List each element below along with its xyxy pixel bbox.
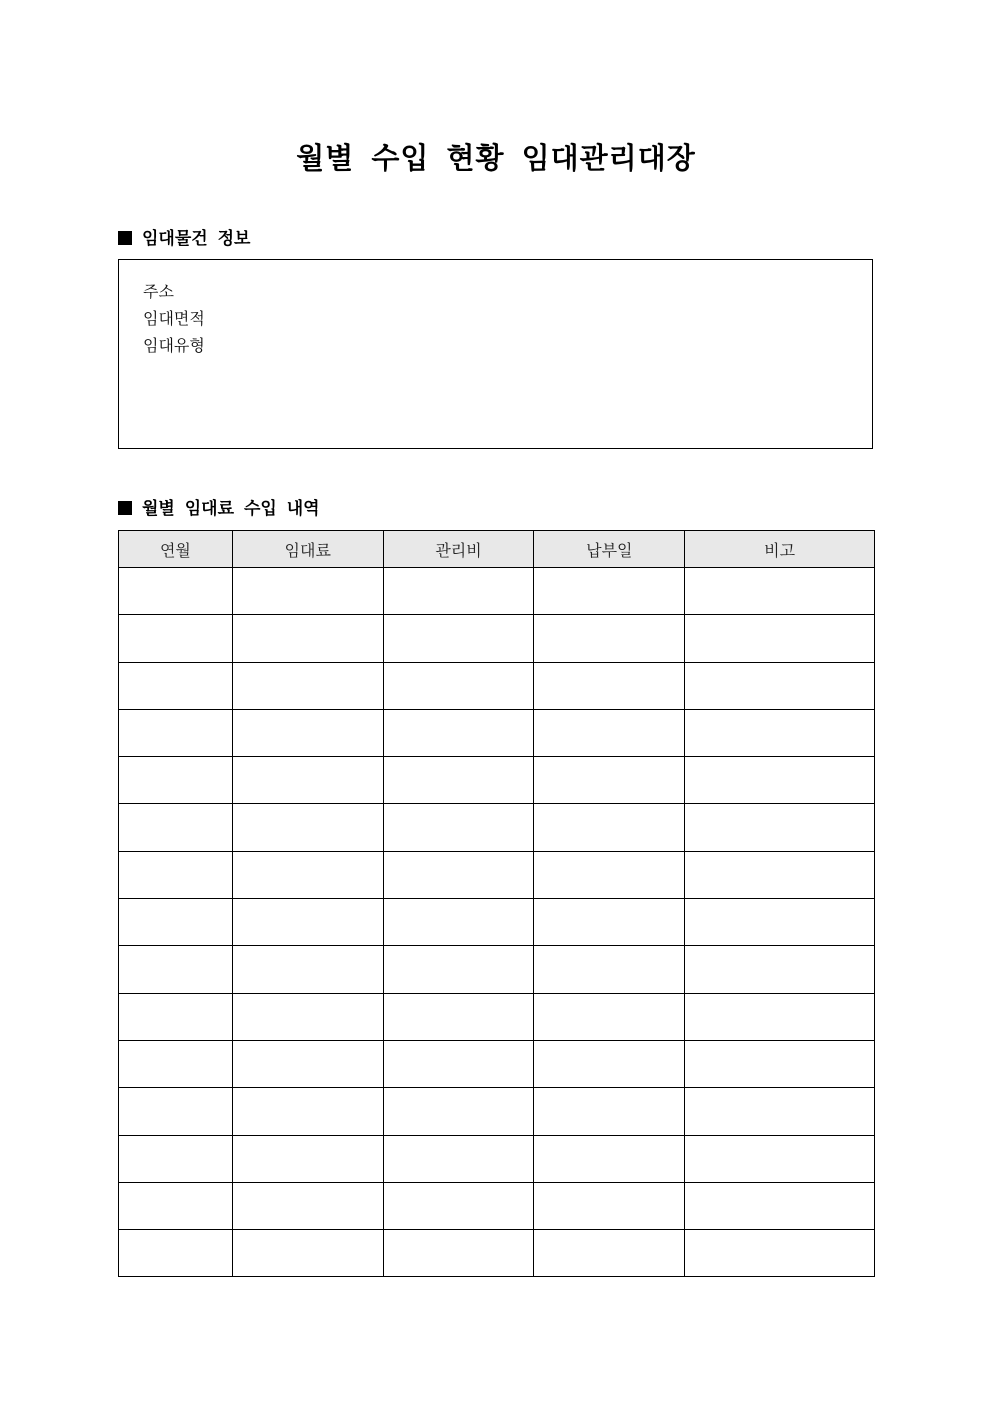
- table-row: [119, 1230, 875, 1277]
- income-section-label: 월별 임대료 수입 내역: [142, 499, 320, 519]
- table-row: [119, 946, 875, 993]
- table-cell[interactable]: [383, 946, 534, 993]
- table-cell[interactable]: [383, 757, 534, 804]
- table-cell[interactable]: [685, 1088, 875, 1135]
- table-cell[interactable]: [685, 1040, 875, 1087]
- table-cell[interactable]: [232, 709, 383, 756]
- table-cell[interactable]: [534, 1088, 685, 1135]
- table-row: [119, 899, 875, 946]
- table-cell[interactable]: [119, 851, 233, 898]
- table-cell[interactable]: [119, 1182, 233, 1229]
- table-cell[interactable]: [119, 1088, 233, 1135]
- page-title: 월별 수입 현황 임대관리대장: [296, 141, 696, 175]
- field-lease-area: 임대면적: [143, 309, 205, 328]
- table-row: [119, 757, 875, 804]
- table-cell[interactable]: [685, 851, 875, 898]
- table-cell[interactable]: [534, 1230, 685, 1277]
- table-row: [119, 993, 875, 1040]
- table-cell[interactable]: [232, 568, 383, 615]
- table-cell[interactable]: [232, 851, 383, 898]
- col-header-payment-date: 납부일: [534, 531, 685, 568]
- table-cell[interactable]: [383, 1230, 534, 1277]
- table-cell[interactable]: [383, 804, 534, 851]
- property-section-heading: [118, 224, 250, 249]
- table-cell[interactable]: [232, 615, 383, 662]
- table-cell[interactable]: [534, 615, 685, 662]
- table-cell[interactable]: [534, 946, 685, 993]
- table-cell[interactable]: [383, 1135, 534, 1182]
- table-cell[interactable]: [232, 662, 383, 709]
- table-row: [119, 804, 875, 851]
- table-cell[interactable]: [685, 757, 875, 804]
- table-cell[interactable]: [383, 1040, 534, 1087]
- table-cell[interactable]: [383, 899, 534, 946]
- table-cell[interactable]: [534, 662, 685, 709]
- table-cell[interactable]: [119, 757, 233, 804]
- table-cell[interactable]: [232, 899, 383, 946]
- table-cell[interactable]: [232, 1088, 383, 1135]
- table-cell[interactable]: [383, 851, 534, 898]
- table-cell[interactable]: [119, 1230, 233, 1277]
- table-row: [119, 568, 875, 615]
- table-cell[interactable]: [534, 709, 685, 756]
- table-cell[interactable]: [534, 568, 685, 615]
- table-header-row: [119, 531, 875, 568]
- square-bullet-icon: [118, 501, 132, 515]
- table-cell[interactable]: [534, 757, 685, 804]
- table-row: [119, 1182, 875, 1229]
- table-cell[interactable]: [232, 804, 383, 851]
- property-section-label: 임대물건 정보: [142, 229, 251, 249]
- table-cell[interactable]: [232, 946, 383, 993]
- table-cell[interactable]: [685, 899, 875, 946]
- table-cell[interactable]: [383, 1182, 534, 1229]
- col-header-maintenance-fee: 관리비: [383, 531, 534, 568]
- table-cell[interactable]: [232, 1182, 383, 1229]
- table-cell[interactable]: [119, 709, 233, 756]
- table-cell[interactable]: [232, 757, 383, 804]
- table-cell[interactable]: [119, 662, 233, 709]
- income-table: [118, 530, 875, 1277]
- table-cell[interactable]: [685, 1182, 875, 1229]
- table-cell[interactable]: [685, 615, 875, 662]
- table-cell[interactable]: [534, 899, 685, 946]
- table-cell[interactable]: [685, 662, 875, 709]
- table-cell[interactable]: [119, 993, 233, 1040]
- table-cell[interactable]: [232, 1135, 383, 1182]
- table-cell[interactable]: [383, 709, 534, 756]
- table-cell[interactable]: [685, 804, 875, 851]
- table-cell[interactable]: [232, 993, 383, 1040]
- income-section-heading: [118, 494, 320, 519]
- table-cell[interactable]: [383, 662, 534, 709]
- table-cell[interactable]: [119, 568, 233, 615]
- table-row: [119, 709, 875, 756]
- table-row: [119, 1135, 875, 1182]
- square-bullet-icon: [118, 231, 132, 245]
- table-cell[interactable]: [685, 1135, 875, 1182]
- table-cell[interactable]: [534, 993, 685, 1040]
- property-info-box: [118, 259, 873, 449]
- table-cell[interactable]: [534, 1182, 685, 1229]
- col-header-rent: 임대료: [232, 531, 383, 568]
- table-cell[interactable]: [232, 1040, 383, 1087]
- col-header-year-month: 연월: [119, 531, 233, 568]
- table-cell[interactable]: [383, 1088, 534, 1135]
- table-cell[interactable]: [534, 851, 685, 898]
- table-cell[interactable]: [383, 993, 534, 1040]
- table-cell[interactable]: [534, 1040, 685, 1087]
- table-cell[interactable]: [119, 804, 233, 851]
- table-row: [119, 662, 875, 709]
- table-cell[interactable]: [119, 946, 233, 993]
- table-cell[interactable]: [119, 1040, 233, 1087]
- table-row: [119, 1040, 875, 1087]
- table-cell[interactable]: [685, 709, 875, 756]
- table-cell[interactable]: [383, 568, 534, 615]
- table-row: [119, 615, 875, 662]
- field-address: 주소: [143, 282, 174, 301]
- table-cell[interactable]: [119, 615, 233, 662]
- table-cell[interactable]: [685, 1230, 875, 1277]
- table-cell[interactable]: [383, 615, 534, 662]
- field-lease-type: 임대유형: [143, 336, 205, 355]
- table-row: [119, 851, 875, 898]
- table-cell[interactable]: [534, 1135, 685, 1182]
- table-cell[interactable]: [685, 993, 875, 1040]
- col-header-remarks: 비고: [685, 531, 875, 568]
- table-cell[interactable]: [232, 1230, 383, 1277]
- table-cell[interactable]: [685, 568, 875, 615]
- table-cell[interactable]: [119, 1135, 233, 1182]
- table-cell[interactable]: [119, 899, 233, 946]
- table-cell[interactable]: [534, 804, 685, 851]
- table-cell[interactable]: [685, 946, 875, 993]
- table-row: [119, 1088, 875, 1135]
